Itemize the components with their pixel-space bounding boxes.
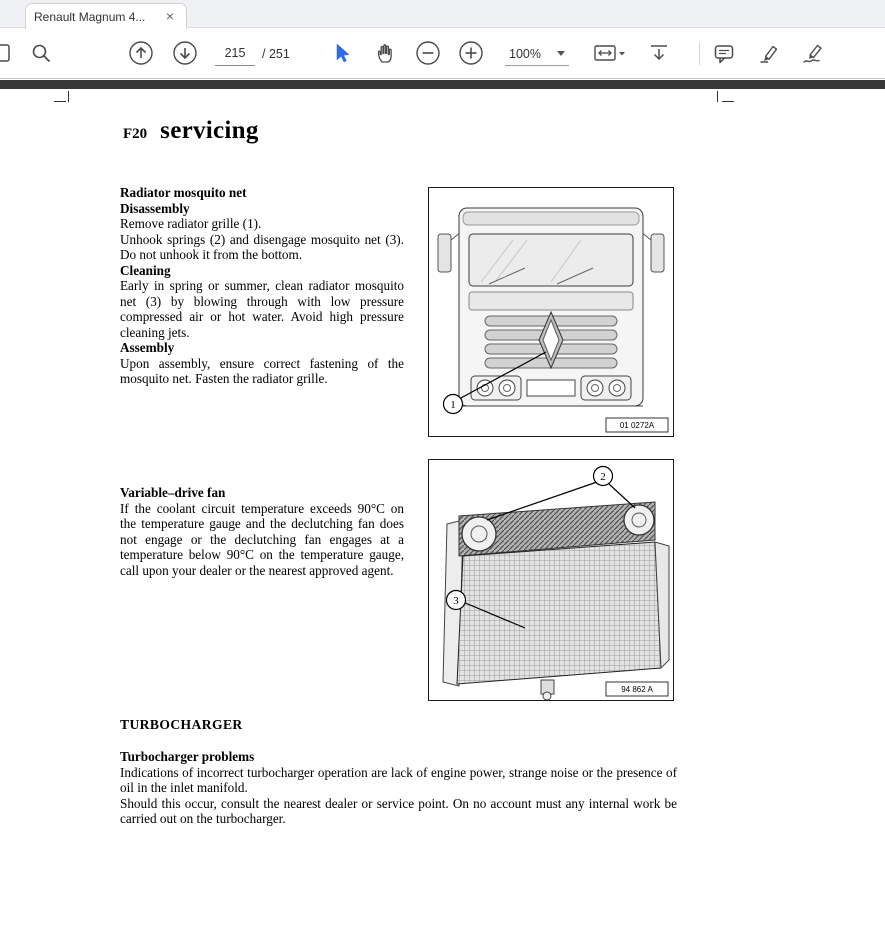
toolbar bbox=[0, 28, 885, 79]
comment-icon bbox=[712, 41, 736, 65]
figure-truck-front bbox=[428, 187, 674, 437]
cursor-arrow-icon bbox=[331, 42, 353, 64]
crop-mark-left-horizontal bbox=[54, 101, 66, 102]
section-heading: TURBOCHARGER bbox=[120, 717, 243, 732]
pdf-page bbox=[0, 89, 885, 931]
page-title-text: servicing bbox=[160, 117, 259, 144]
zoom-out-button[interactable] bbox=[414, 39, 442, 67]
comment-button[interactable] bbox=[710, 39, 738, 67]
next-page-button[interactable] bbox=[171, 39, 199, 67]
page-count-label: / 251 bbox=[262, 47, 290, 61]
continuous-scroll-icon bbox=[647, 41, 671, 65]
section-heading: Radiator mosquito net bbox=[120, 185, 247, 200]
highlight-button[interactable] bbox=[755, 39, 783, 67]
zoom-level-dropdown[interactable] bbox=[505, 42, 569, 66]
viewer-background-strip bbox=[0, 80, 885, 89]
page-number-input[interactable]: 215 bbox=[215, 42, 255, 66]
zoom-level-value: 100% bbox=[509, 46, 541, 61]
search-button[interactable] bbox=[27, 39, 55, 67]
select-tool-button[interactable] bbox=[328, 39, 356, 67]
chevron-down-icon bbox=[557, 51, 565, 56]
figure-2-reference: 94 862 A bbox=[621, 685, 653, 694]
callout-3-number: 3 bbox=[453, 595, 459, 607]
callout-2-number: 2 bbox=[600, 471, 606, 483]
paragraph: Indications of incorrect turbocharger operation are lack of engine power, strange noise or the presence of oil in the inlet manifold. bbox=[120, 764, 677, 795]
scroll-mode-button[interactable] bbox=[645, 39, 673, 67]
paragraph: Should this occur, consult the nearest dealer or service point. On no account must any internal work be carried out on the turbocharger. bbox=[120, 795, 677, 826]
tab-close-icon[interactable]: × bbox=[165, 7, 175, 24]
hand-icon bbox=[373, 41, 397, 65]
section-radiator-mosquito-net bbox=[120, 185, 404, 387]
section-variable-drive-fan bbox=[120, 485, 404, 578]
signature-pen-icon bbox=[800, 41, 826, 65]
tab-title: Renault Magnum 4... bbox=[34, 9, 146, 24]
subsection-heading: Cleaning bbox=[120, 262, 171, 278]
paragraph: If the coolant circuit temperature exceeds 90°C on the temperature gauge and the declutching fan does not engage or the declutching fan engages at a temperature below 90°C on the temperature gauge, call upon your dealer or the nearest approved agent. bbox=[120, 500, 404, 578]
crop-mark-right-vertical bbox=[717, 91, 718, 102]
highlighter-icon bbox=[757, 41, 781, 65]
paragraph: Unhook springs (2) and disengage mosquito net (3). Do not unhook it from the bottom. bbox=[120, 231, 404, 262]
tab-bar bbox=[0, 0, 885, 28]
section-turbocharger bbox=[120, 749, 677, 827]
panel-icon bbox=[0, 42, 12, 64]
search-icon bbox=[30, 42, 52, 64]
document-tab[interactable] bbox=[25, 3, 187, 29]
arrow-down-circle-icon bbox=[172, 40, 198, 66]
paragraph: Early in spring or summer, clean radiator mosquito net (3) by blowing through with low pressure compressed air or hot water. Avoid high pressure cleaning jets. bbox=[120, 278, 404, 340]
turbocharger-heading-block bbox=[120, 717, 680, 733]
paragraph: Remove radiator grille (1). bbox=[120, 216, 262, 231]
subsection-heading: Turbocharger problems bbox=[120, 749, 255, 764]
hand-tool-button[interactable] bbox=[371, 39, 399, 67]
crop-mark-left-vertical bbox=[68, 91, 69, 102]
truck-front-illustration bbox=[429, 188, 673, 436]
plus-circle-icon bbox=[458, 40, 484, 66]
page-title bbox=[123, 117, 259, 145]
radiator-illustration bbox=[429, 460, 673, 700]
paragraph: Upon assembly, ensure correct fastening of the mosquito net. Fasten the radiator grille. bbox=[120, 355, 404, 386]
figure-radiator bbox=[428, 459, 674, 701]
signature-button[interactable] bbox=[799, 39, 827, 67]
subsection-heading: Disassembly bbox=[120, 200, 190, 216]
zoom-in-button[interactable] bbox=[457, 39, 485, 67]
section-heading: Variable–drive fan bbox=[120, 485, 226, 500]
fit-width-icon bbox=[592, 41, 626, 65]
arrow-up-circle-icon bbox=[128, 40, 154, 66]
fit-width-button[interactable] bbox=[591, 39, 627, 67]
clipped-panel-button[interactable] bbox=[0, 39, 15, 67]
page-code: F20 bbox=[123, 126, 148, 142]
figure-1-reference: 01 0272A bbox=[619, 421, 655, 430]
crop-mark-right-horizontal bbox=[722, 101, 734, 102]
callout-1-number: 1 bbox=[450, 399, 456, 411]
minus-circle-icon bbox=[415, 40, 441, 66]
previous-page-button[interactable] bbox=[127, 39, 155, 67]
toolbar-divider bbox=[699, 42, 700, 65]
subsection-heading: Assembly bbox=[120, 340, 175, 355]
